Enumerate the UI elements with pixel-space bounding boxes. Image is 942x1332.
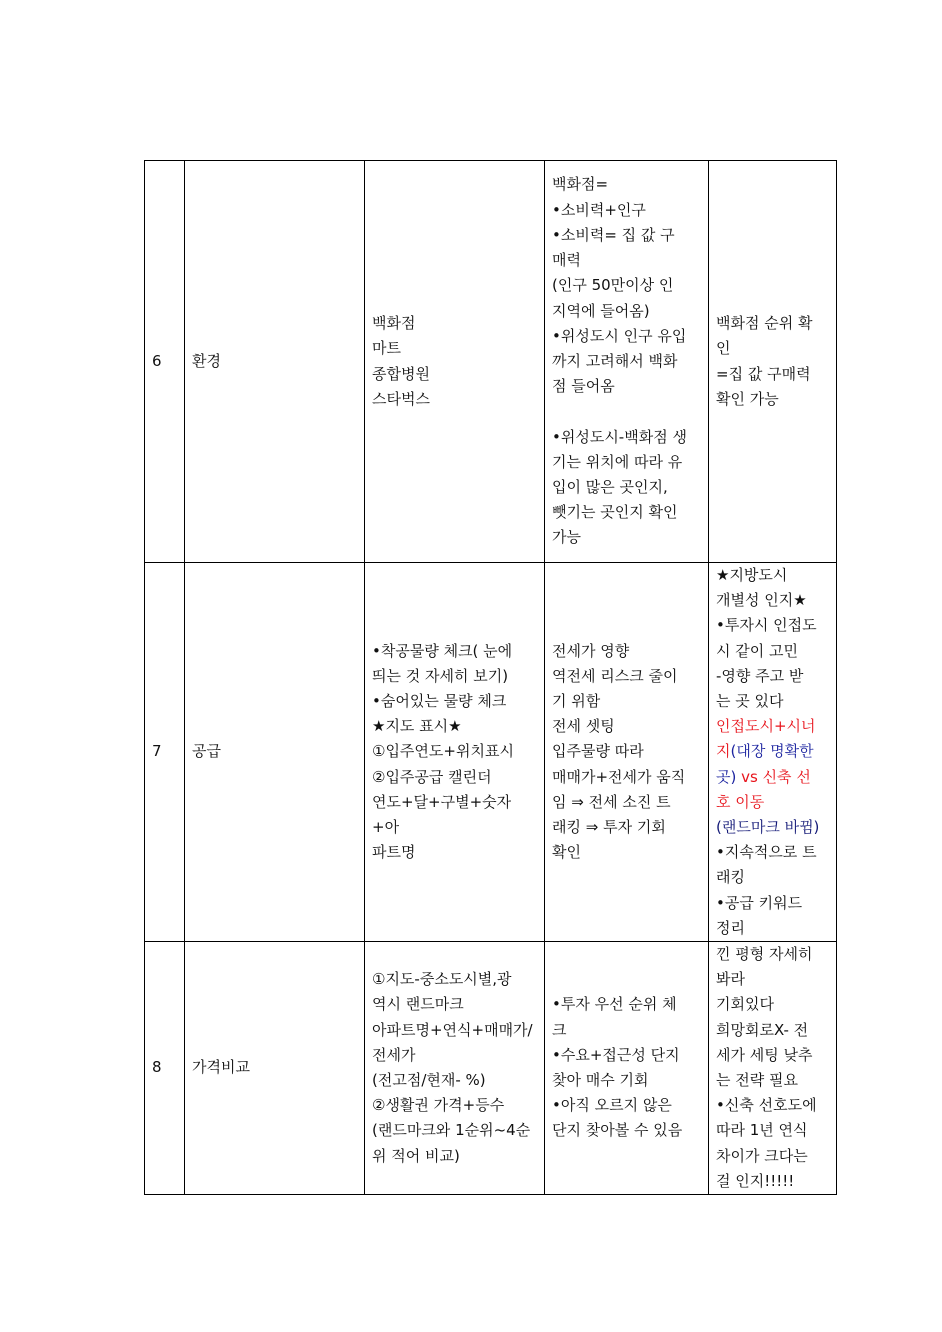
detail-line: •수요+접근성 단지 xyxy=(552,1045,680,1064)
note-line-highlight: 호 이동 xyxy=(716,792,765,811)
item-line: 백화점 xyxy=(372,314,416,333)
note-line: 따라 1년 연식 xyxy=(716,1121,808,1140)
note-line: 백화점 순위 확 xyxy=(716,314,813,333)
row-category: 가격비교 xyxy=(185,942,365,1195)
note-line: 시 같이 고민 xyxy=(716,641,798,660)
detail-line: 전세 셋팅 xyxy=(552,717,615,736)
table-row xyxy=(145,161,837,563)
detail-line: •위성도시 인구 유입 xyxy=(552,326,687,345)
item-line: 파트명 xyxy=(372,843,416,862)
note-line: •공급 키워드 xyxy=(716,893,803,912)
row-items-cell xyxy=(365,563,545,942)
item-line: 종합병원 xyxy=(372,364,430,383)
note-line: ★지방도시 xyxy=(716,566,788,584)
detail-line: 백화점= xyxy=(552,175,609,194)
detail-line: 입이 많은 곳인지, xyxy=(552,477,668,496)
table-row xyxy=(145,563,837,942)
note-line-mixed xyxy=(716,739,829,764)
item-line: ②입주공급 캘린더 xyxy=(372,767,492,786)
row-category: 공급 xyxy=(185,563,365,942)
detail-line: 찾아 매수 기회 xyxy=(552,1071,649,1090)
detail-line: 매력 xyxy=(552,251,581,270)
item-line: ①지도-중소도시별,광 xyxy=(372,970,512,989)
note-line: 차이가 크다는 xyxy=(716,1146,808,1165)
detail-line: 지역에 들어옴) xyxy=(552,301,650,320)
detail-line: 매매가+전세가 움직 xyxy=(552,767,686,786)
item-line: (전고점/현재- %) xyxy=(372,1071,486,1090)
note-red-fragment: vs 신축 선 xyxy=(736,767,811,786)
note-line: •지속적으로 트 xyxy=(716,843,817,862)
detail-line: 가능 xyxy=(552,528,581,547)
content-table xyxy=(144,160,837,1195)
note-line: -영향 주고 받 xyxy=(716,666,804,685)
note-line: 정리 xyxy=(716,918,745,937)
row-notes-cell xyxy=(709,563,837,942)
item-line: •숨어있는 물량 체크 xyxy=(372,692,507,711)
note-blue-fragment: 곳) xyxy=(716,767,737,786)
detail-line: •위성도시-백화점 생 xyxy=(552,427,687,446)
detail-line: 기 위함 xyxy=(552,692,601,711)
item-line: 띄는 것 자세히 보기) xyxy=(372,666,509,685)
note-line: 낀 평형 자세히 xyxy=(716,945,813,964)
note-line: 봐라 xyxy=(716,970,745,989)
detail-line: 임 ⇒ 전세 소진 트 xyxy=(552,792,671,811)
item-line: •착공물량 체크( 눈에 xyxy=(372,641,513,660)
detail-line: 확인 xyxy=(552,843,581,862)
note-line: 걸 인지!!!!! xyxy=(716,1171,795,1190)
item-line: 역시 랜드마크 xyxy=(372,995,464,1014)
detail-line: •투자 우선 순위 체 xyxy=(552,995,677,1014)
item-line: 연도+달+구별+숫자+아 xyxy=(372,792,512,837)
note-line: 확인 가능 xyxy=(716,389,779,408)
detail-line: 단지 찾아볼 수 있음 xyxy=(552,1121,683,1140)
detail-line: •아직 오르지 않은 xyxy=(552,1096,672,1115)
row-number: 8 xyxy=(145,942,185,1195)
detail-line: 뺏기는 곳인지 확인 xyxy=(552,503,678,522)
note-line: 는 곳 있다 xyxy=(716,692,784,711)
item-line: ①입주연도+위치표시 xyxy=(372,742,514,761)
row-number: 6 xyxy=(145,161,185,563)
row-detail-cell xyxy=(545,161,709,563)
detail-line: 래킹 ⇒ 투자 기회 xyxy=(552,818,666,837)
row-items-cell xyxy=(365,942,545,1195)
item-line: 위 적어 비교) xyxy=(372,1146,460,1165)
table-row xyxy=(145,942,837,1195)
note-line: 기회있다 xyxy=(716,995,774,1014)
note-line: 인 xyxy=(716,339,731,358)
note-line: 는 전략 필요 xyxy=(716,1071,798,1090)
note-line-highlight: 인접도시+시너 xyxy=(716,717,816,736)
detail-line: 입주물량 따라 xyxy=(552,742,644,761)
note-line: •투자시 인접도 xyxy=(716,616,817,635)
note-line: 세가 세팅 낮추 xyxy=(716,1045,813,1064)
item-line: ★지도 표시★ xyxy=(372,717,462,736)
row-detail-cell xyxy=(545,563,709,942)
item-line: ②생활권 가격+등수 xyxy=(372,1096,505,1115)
note-line: =집 값 구매력 xyxy=(716,364,811,383)
note-blue-fragment: (대장 명확한 xyxy=(730,742,814,761)
detail-line: (인구 50만이상 인 xyxy=(552,276,674,295)
detail-line: 점 들어옴 xyxy=(552,377,615,396)
note-line: 래킹 xyxy=(716,868,745,887)
note-line: •신축 선호도에 xyxy=(716,1096,817,1115)
item-line: 스타벅스 xyxy=(372,389,430,408)
note-line-landmark: (랜드마크 바뀜) xyxy=(716,818,820,837)
detail-line: •소비력= 집 값 구 xyxy=(552,225,675,244)
note-line: 희망회로X- 전 xyxy=(716,1020,809,1039)
item-line: 전세가 xyxy=(372,1045,416,1064)
item-line: (랜드마크와 1순위~4순 xyxy=(372,1121,531,1140)
item-line: 아파트명+연식+매매가/ xyxy=(372,1020,533,1039)
note-red-fragment: 지 xyxy=(716,742,731,761)
detail-line: 역전세 리스크 줄이 xyxy=(552,666,678,685)
note-line-mixed xyxy=(716,765,829,790)
row-notes-cell xyxy=(709,942,837,1195)
note-line: 개별성 인지★ xyxy=(716,591,807,610)
detail-line: 크 xyxy=(552,1020,567,1039)
detail-line: 전세가 영향 xyxy=(552,641,630,660)
row-category: 환경 xyxy=(185,161,365,563)
row-items-cell xyxy=(365,161,545,563)
row-number: 7 xyxy=(145,563,185,942)
detail-line: 까지 고려해서 백화 xyxy=(552,351,678,370)
detail-line: 기는 위치에 따라 유 xyxy=(552,452,683,471)
row-notes-cell xyxy=(709,161,837,563)
item-line: 마트 xyxy=(372,339,401,358)
row-detail-cell xyxy=(545,942,709,1195)
detail-line: •소비력+인구 xyxy=(552,200,646,219)
detail-line xyxy=(552,399,701,424)
